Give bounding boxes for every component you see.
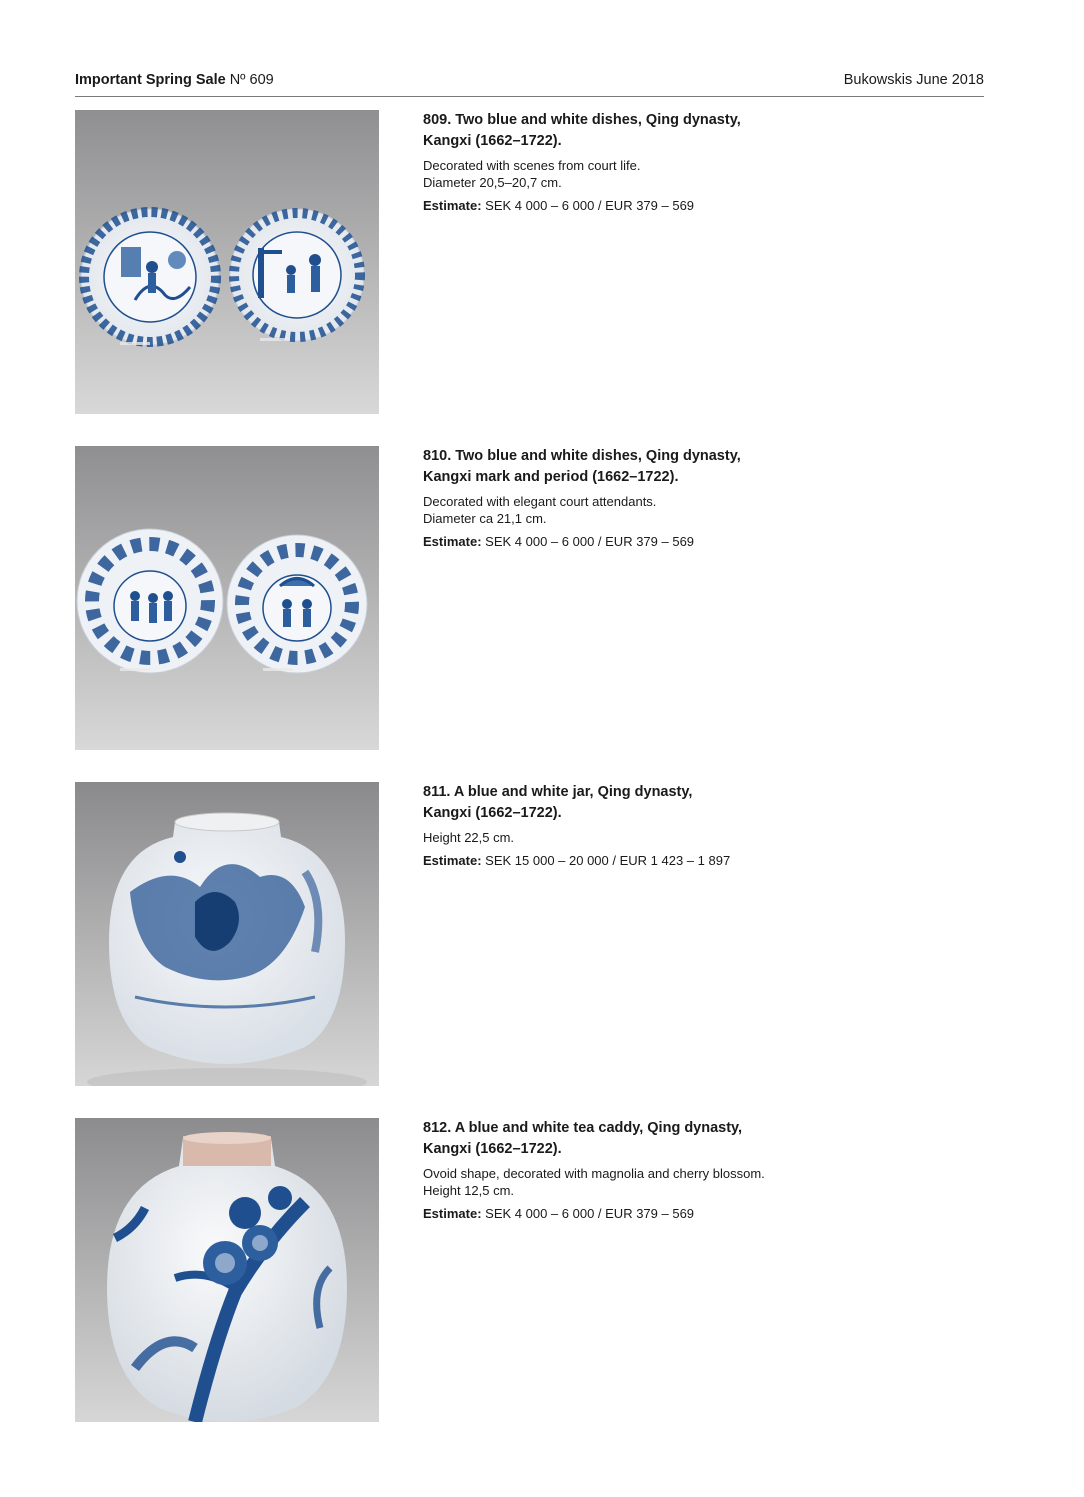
- estimate-label: Estimate:: [423, 198, 482, 213]
- lot-812-text: [423, 1118, 843, 1222]
- estimate-label: Estimate:: [423, 853, 482, 868]
- lot-description-line: Diameter 20,5–20,7 cm.: [423, 175, 562, 190]
- lot-description-line: Height 22,5 cm.: [423, 830, 515, 845]
- estimate-label: Estimate:: [423, 1206, 482, 1221]
- lot-estimate: [423, 533, 843, 550]
- lot-description-line: Decorated with elegant court attendants.: [423, 494, 657, 509]
- lot-title: [423, 110, 843, 152]
- lot-description-line: Diameter ca 21,1 cm.: [423, 511, 547, 526]
- lot-810-text: [423, 446, 843, 550]
- lot-description: [423, 493, 843, 527]
- lot-title: [423, 446, 843, 488]
- estimate-value: SEK 15 000 – 20 000 / EUR 1 423 – 1 897: [485, 853, 731, 868]
- sale-number: Nº 609: [229, 72, 274, 88]
- tea-caddy-photo: [75, 1118, 379, 1422]
- lot-title: [423, 782, 843, 824]
- lot-811-text: [423, 782, 843, 869]
- lot-title-line: 811. A blue and white jar, Qing dynasty,: [423, 784, 693, 800]
- lot-estimate: [423, 1205, 843, 1222]
- header-date: Bukowskis June 2018: [843, 72, 984, 88]
- lot-809-text: [423, 110, 843, 214]
- estimate-value: SEK 4 000 – 6 000 / EUR 379 – 569: [485, 198, 695, 213]
- lot-description-line: Height 12,5 cm.: [423, 1183, 515, 1198]
- lot-title-line: Kangxi (1662–1722).: [423, 133, 562, 149]
- page-header: [75, 72, 984, 97]
- lot-estimate: [423, 197, 843, 214]
- lot-description-line: Ovoid shape, decorated with magnolia and cherry blossom.: [423, 1166, 765, 1181]
- lot-title-line: Kangxi (1662–1722).: [423, 805, 562, 821]
- lot-description: [423, 829, 843, 846]
- lot-812: [75, 1118, 984, 1422]
- lot-title-line: Kangxi mark and period (1662–1722).: [423, 469, 679, 485]
- blue-white-jar-photo: [75, 782, 379, 1086]
- lot-description: [423, 1165, 843, 1199]
- lot-809: [75, 110, 984, 414]
- lot-description: [423, 157, 843, 191]
- lot-title-line: Kangxi (1662–1722).: [423, 1141, 562, 1157]
- sale-name: Important Spring Sale: [75, 72, 226, 88]
- two-lobed-dishes-photo: [75, 446, 379, 750]
- estimate-label: Estimate:: [423, 534, 482, 549]
- estimate-value: SEK 4 000 – 6 000 / EUR 379 – 569: [485, 1206, 695, 1221]
- two-blue-white-dishes-photo: [75, 110, 379, 414]
- lot-description-line: Decorated with scenes from court life.: [423, 158, 641, 173]
- lot-810: [75, 446, 984, 750]
- sale-title: [75, 72, 274, 88]
- lot-title-line: 810. Two blue and white dishes, Qing dynasty,: [423, 448, 741, 464]
- lot-title-line: 812. A blue and white tea caddy, Qing dynasty,: [423, 1120, 743, 1136]
- lot-811: [75, 782, 984, 1086]
- lot-title: [423, 1118, 843, 1160]
- estimate-value: SEK 4 000 – 6 000 / EUR 379 – 569: [485, 534, 695, 549]
- lot-estimate: [423, 852, 843, 869]
- lot-title-line: 809. Two blue and white dishes, Qing dynasty,: [423, 112, 741, 128]
